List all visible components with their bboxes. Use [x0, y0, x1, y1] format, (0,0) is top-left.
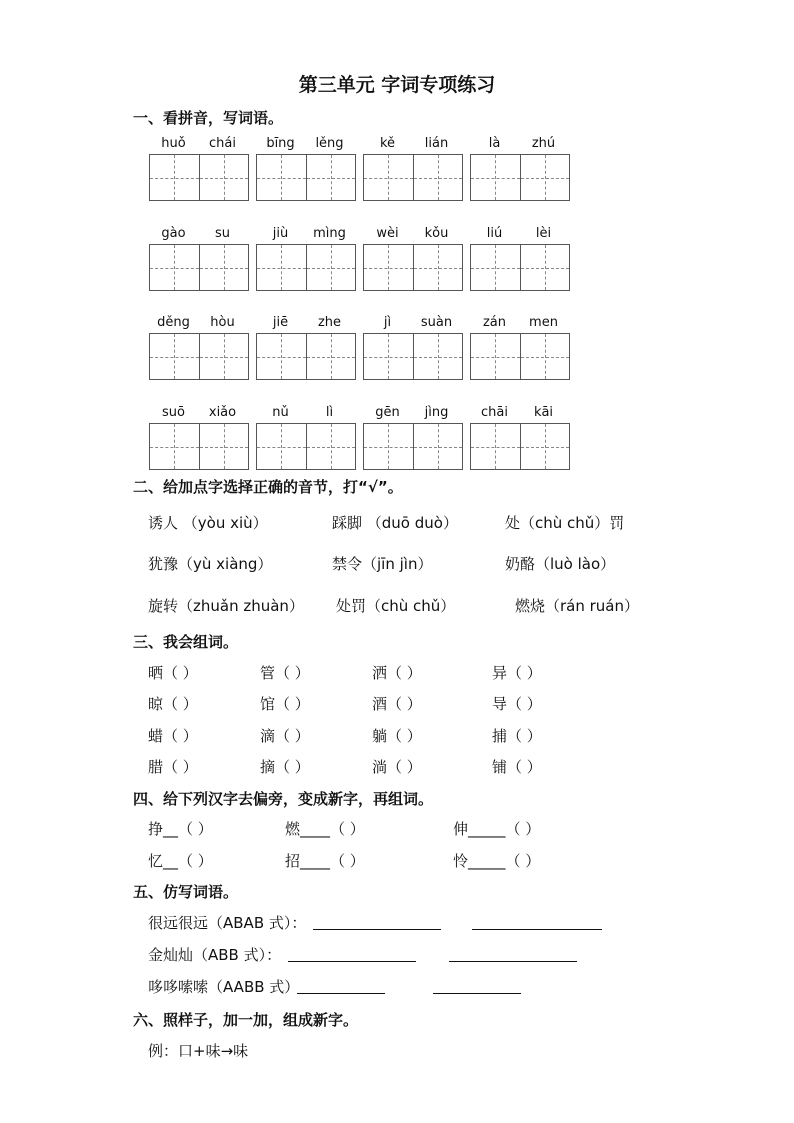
- writing-grid[interactable]: [149, 244, 249, 291]
- choice-item[interactable]: 禁令（jīn jìn）: [332, 555, 433, 573]
- section-6-heading: 六、照样子，加一加，组成新字。: [133, 1011, 359, 1029]
- pinyin-label: kāi: [533, 405, 554, 420]
- answer-line[interactable]: [313, 929, 441, 930]
- imitation-label: 哆哆嗦嗦（AABB 式）: [148, 978, 300, 996]
- pinyin-label: gēn: [375, 405, 400, 420]
- writing-cell[interactable]: [414, 155, 463, 200]
- pinyin-label: lèi: [535, 226, 552, 241]
- pinyin-label: huǒ: [161, 136, 186, 151]
- pinyin-label: lián: [424, 136, 449, 151]
- pinyin-label: su: [214, 226, 230, 241]
- writing-cell[interactable]: [200, 155, 249, 200]
- writing-grid[interactable]: [470, 154, 570, 201]
- section-5-heading: 五、仿写词语。: [133, 883, 239, 901]
- word-group-item[interactable]: 躺（ ）: [372, 727, 422, 745]
- writing-grid[interactable]: [256, 154, 356, 201]
- answer-line[interactable]: [433, 993, 521, 994]
- writing-cell[interactable]: [150, 424, 200, 469]
- writing-grid[interactable]: [363, 333, 463, 380]
- word-group-item[interactable]: 铺（ ）: [492, 758, 542, 776]
- writing-grid[interactable]: [149, 154, 249, 201]
- radical-item[interactable]: 招____（ ）: [285, 852, 365, 870]
- answer-line[interactable]: [297, 993, 385, 994]
- word-group-item[interactable]: 导（ ）: [492, 695, 542, 713]
- page-title: 第三单元 字词专项练习: [298, 74, 496, 96]
- word-group-item[interactable]: 淌（ ）: [372, 758, 422, 776]
- word-group-item[interactable]: 滴（ ）: [260, 727, 310, 745]
- radical-item[interactable]: 伸_____（ ）: [453, 820, 541, 838]
- answer-line[interactable]: [449, 961, 577, 962]
- writing-grid[interactable]: [256, 423, 356, 470]
- writing-grid[interactable]: [363, 423, 463, 470]
- pinyin-label: mìng: [313, 226, 346, 241]
- choice-item[interactable]: 奶酪（luò lào）: [505, 555, 616, 573]
- choice-item[interactable]: 踩脚 （duō duò）: [332, 514, 458, 532]
- section-4-heading: 四、给下列汉字去偏旁，变成新字，再组词。: [133, 790, 434, 808]
- choice-item[interactable]: 处（chù chǔ）罚: [505, 514, 625, 532]
- pinyin-label: děng: [157, 315, 190, 330]
- pinyin-label: men: [529, 315, 558, 330]
- answer-line[interactable]: [472, 929, 602, 930]
- word-group-item[interactable]: 异（ ）: [492, 664, 542, 682]
- answer-line[interactable]: [288, 961, 416, 962]
- writing-cell[interactable]: [364, 245, 414, 290]
- word-group-item[interactable]: 捕（ ）: [492, 727, 542, 745]
- writing-cell[interactable]: [150, 334, 200, 379]
- pinyin-label: chāi: [481, 405, 508, 420]
- radical-item[interactable]: 忆__（ ）: [148, 852, 213, 870]
- pinyin-label: hòu: [210, 315, 235, 330]
- word-group-item[interactable]: 蜡（ ）: [148, 727, 198, 745]
- writing-cell[interactable]: [471, 155, 521, 200]
- imitation-label: 金灿灿（ABB 式）：: [148, 946, 282, 964]
- radical-item[interactable]: 燃____（ ）: [285, 820, 365, 838]
- writing-cell[interactable]: [521, 155, 570, 200]
- writing-cell[interactable]: [471, 424, 521, 469]
- writing-cell[interactable]: [200, 424, 249, 469]
- pinyin-label: jìng: [424, 405, 449, 420]
- pinyin-label: zhe: [317, 315, 342, 330]
- pinyin-label: kě: [379, 136, 396, 151]
- pinyin-label: suō: [162, 405, 185, 420]
- pinyin-label: jiù: [272, 226, 289, 241]
- choice-item[interactable]: 处罚（chù chǔ）: [336, 597, 456, 615]
- writing-grid[interactable]: [256, 333, 356, 380]
- writing-cell[interactable]: [150, 155, 200, 200]
- writing-cell[interactable]: [364, 424, 414, 469]
- writing-grid[interactable]: [149, 423, 249, 470]
- imitation-label: 很远很远（ABAB 式）：: [148, 914, 307, 932]
- writing-cell[interactable]: [200, 334, 249, 379]
- pinyin-label: zán: [482, 315, 507, 330]
- writing-cell[interactable]: [200, 245, 249, 290]
- choice-item[interactable]: 诱人 （yòu xiù）: [148, 514, 268, 532]
- writing-cell[interactable]: [307, 155, 356, 200]
- writing-grid[interactable]: [149, 333, 249, 380]
- pinyin-label: lì: [325, 405, 334, 420]
- pinyin-label: xiǎo: [208, 405, 237, 420]
- writing-cell[interactable]: [364, 334, 414, 379]
- writing-grid[interactable]: [470, 333, 570, 380]
- writing-grid[interactable]: [470, 423, 570, 470]
- pinyin-label: liú: [486, 226, 503, 241]
- word-group-item[interactable]: 管（ ）: [260, 664, 310, 682]
- pinyin-label: là: [488, 136, 501, 151]
- writing-cell[interactable]: [471, 245, 521, 290]
- writing-cell[interactable]: [257, 334, 307, 379]
- writing-cell[interactable]: [521, 424, 570, 469]
- writing-cell[interactable]: [307, 334, 356, 379]
- writing-grid[interactable]: [470, 244, 570, 291]
- word-group-item[interactable]: 摘（ ）: [260, 758, 310, 776]
- writing-cell[interactable]: [414, 334, 463, 379]
- pinyin-label: kǒu: [424, 226, 449, 241]
- writing-cell[interactable]: [414, 424, 463, 469]
- writing-cell[interactable]: [471, 334, 521, 379]
- section-3-heading: 三、我会组词。: [133, 633, 239, 651]
- pinyin-label: jì: [383, 315, 392, 330]
- writing-grid[interactable]: [363, 244, 463, 291]
- radical-item[interactable]: 挣__（ ）: [148, 820, 213, 838]
- word-group-item[interactable]: 晾（ ）: [148, 695, 198, 713]
- pinyin-label: jiē: [272, 315, 289, 330]
- example-text: 例：口+味→味: [148, 1042, 249, 1060]
- writing-cell[interactable]: [521, 334, 570, 379]
- word-group-item[interactable]: 洒（ ）: [372, 664, 422, 682]
- writing-cell[interactable]: [257, 424, 307, 469]
- section-1-heading: 一、看拼音，写词语。: [133, 109, 284, 127]
- writing-cell[interactable]: [521, 245, 570, 290]
- pinyin-label: gào: [161, 226, 186, 241]
- section-2-heading: 二、给加点字选择正确的音节，打“√”。: [133, 478, 403, 496]
- word-group-item[interactable]: 馆（ ）: [260, 695, 310, 713]
- word-group-item[interactable]: 腊（ ）: [148, 758, 198, 776]
- pinyin-label: nǔ: [272, 405, 289, 420]
- writing-cell[interactable]: [257, 155, 307, 200]
- writing-cell[interactable]: [307, 245, 356, 290]
- choice-item[interactable]: 燃烧（rán ruán）: [515, 597, 640, 615]
- word-group-item[interactable]: 晒（ ）: [148, 664, 198, 682]
- writing-cell[interactable]: [364, 155, 414, 200]
- pinyin-label: lěng: [315, 136, 344, 151]
- writing-grid[interactable]: [256, 244, 356, 291]
- writing-grid[interactable]: [363, 154, 463, 201]
- writing-cell[interactable]: [414, 245, 463, 290]
- word-group-item[interactable]: 酒（ ）: [372, 695, 422, 713]
- pinyin-label: chái: [209, 136, 236, 151]
- choice-item[interactable]: 旋转（zhuǎn zhuàn）: [148, 597, 304, 615]
- writing-cell[interactable]: [307, 424, 356, 469]
- writing-cell[interactable]: [257, 245, 307, 290]
- radical-item[interactable]: 怜_____（ ）: [453, 852, 541, 870]
- pinyin-label: zhú: [531, 136, 556, 151]
- pinyin-label: bīng: [266, 136, 295, 151]
- choice-item[interactable]: 犹豫（yù xiàng）: [148, 555, 273, 573]
- writing-cell[interactable]: [150, 245, 200, 290]
- pinyin-label: suàn: [420, 315, 453, 330]
- pinyin-label: wèi: [376, 226, 399, 241]
